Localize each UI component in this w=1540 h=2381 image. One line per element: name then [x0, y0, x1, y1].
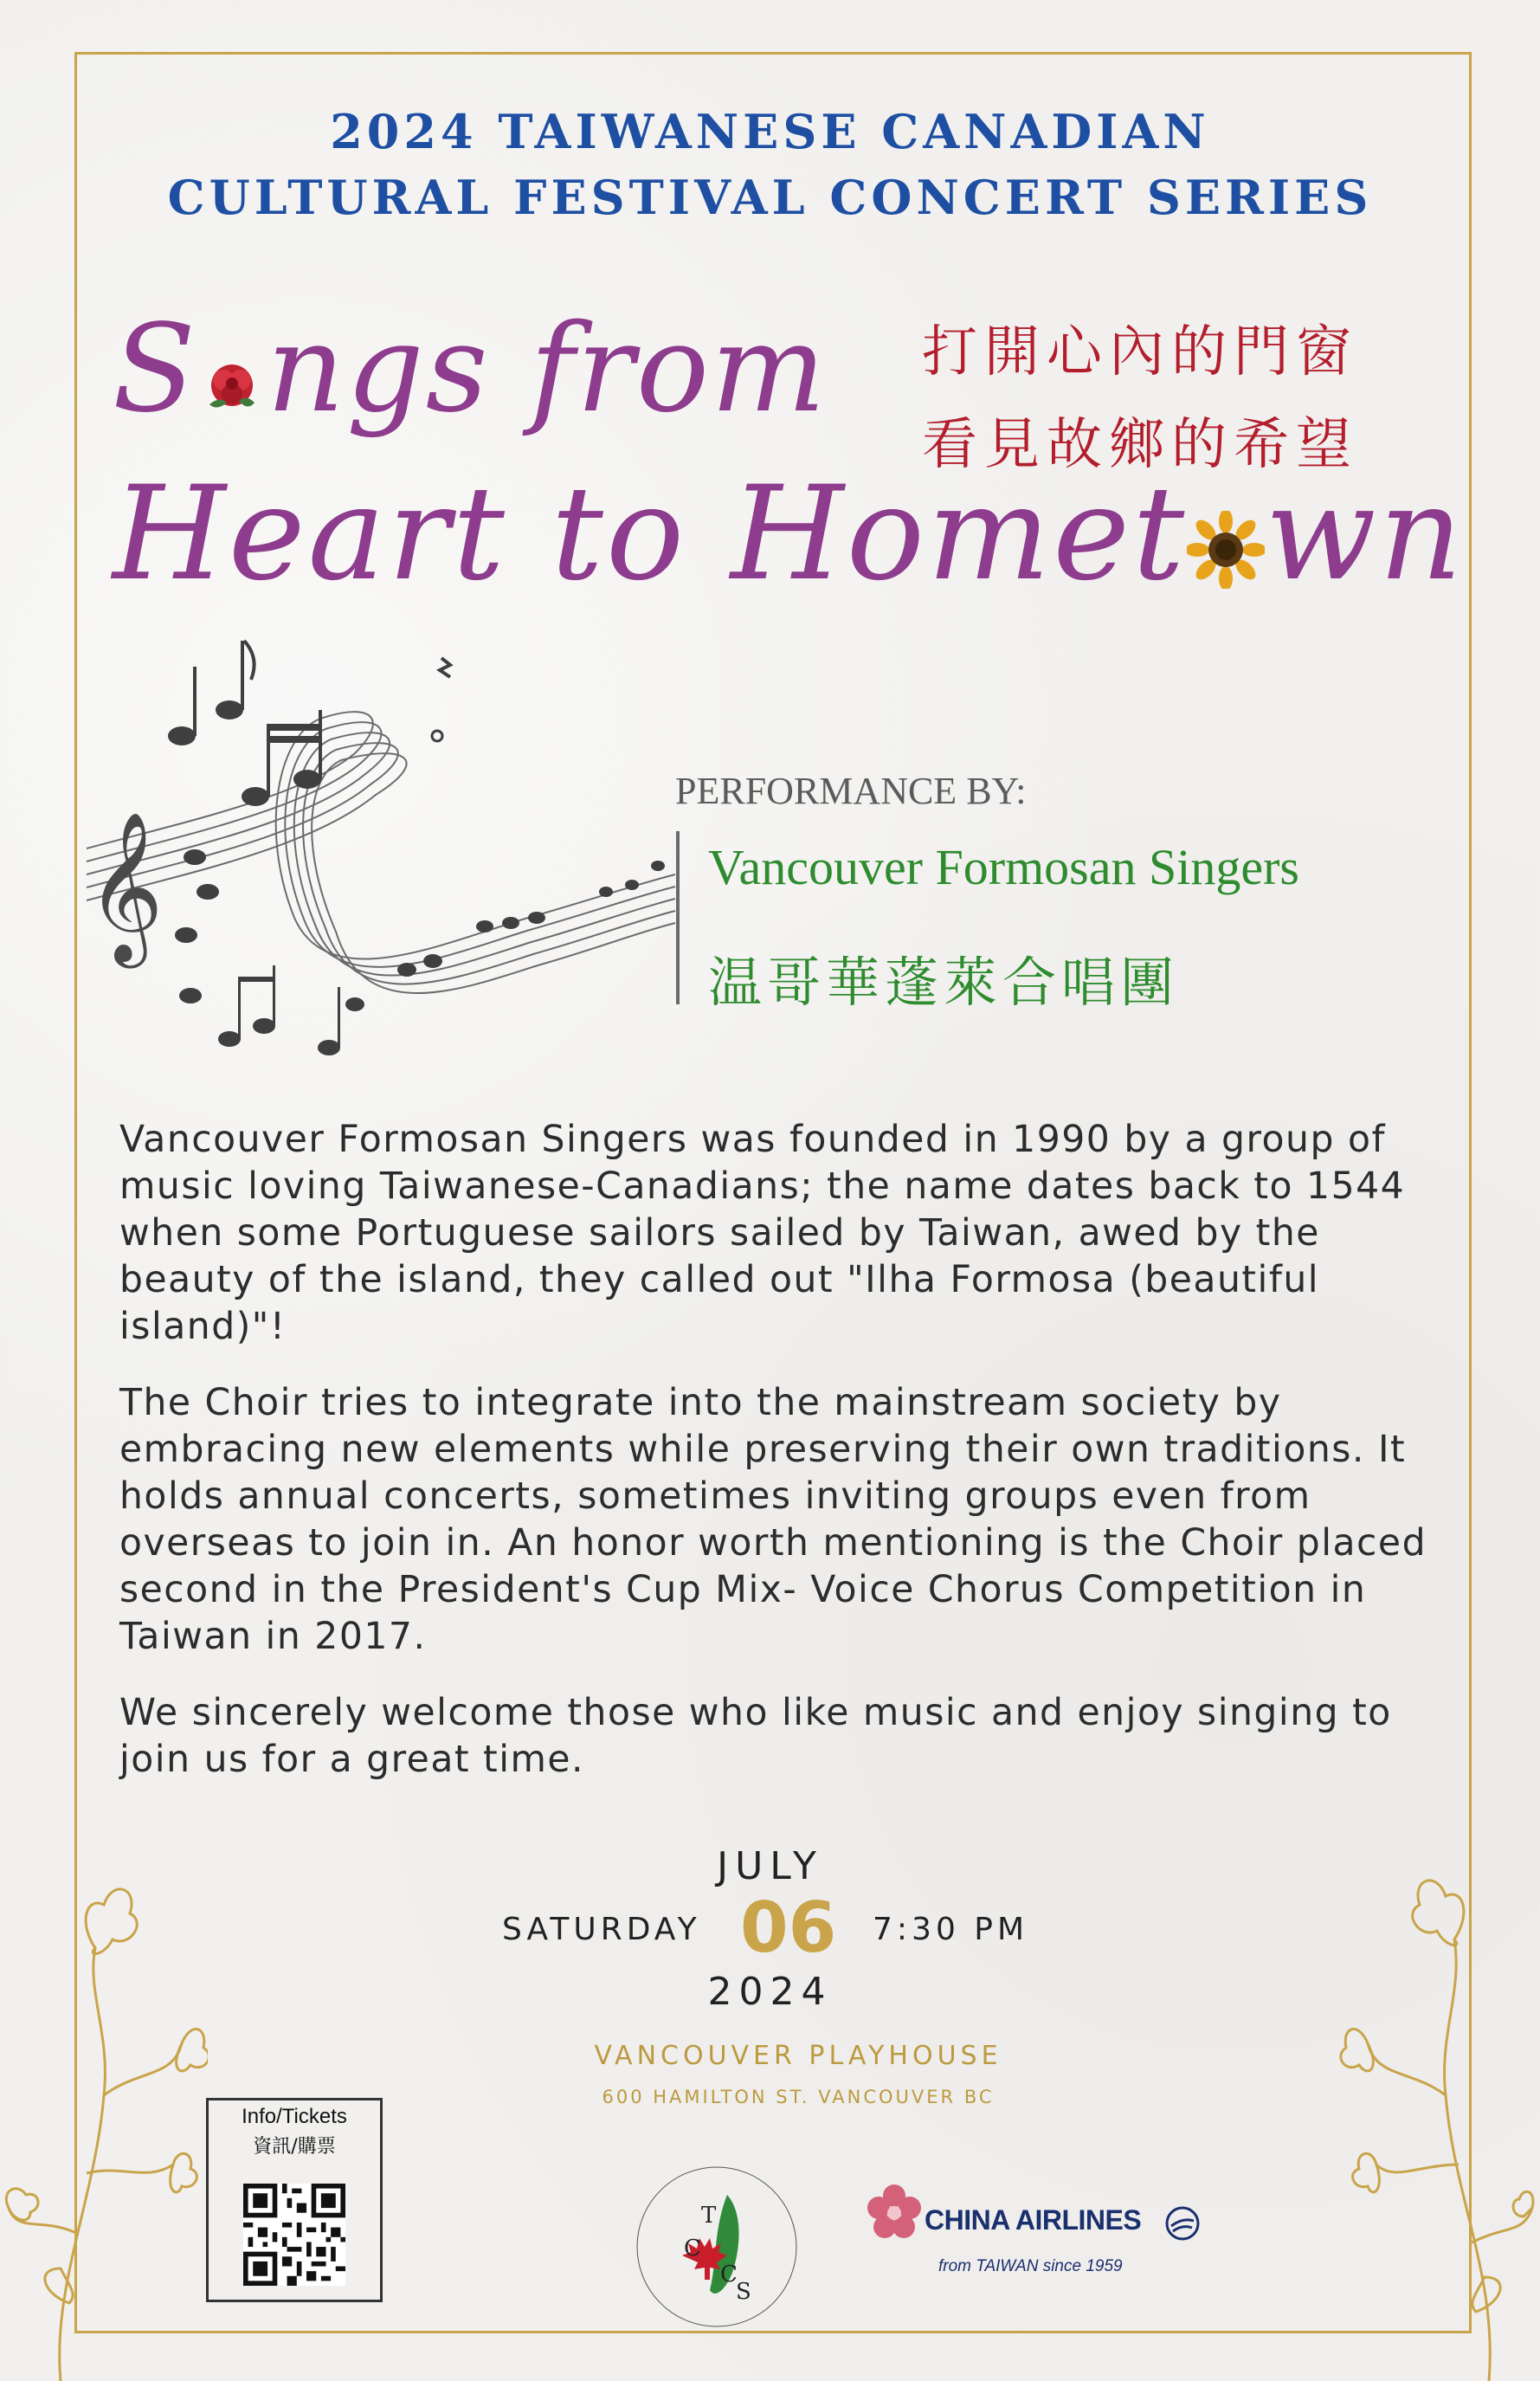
qr-code-icon[interactable]	[243, 2184, 345, 2286]
description-paragraph-2: The Choir tries to integrate into the mainstream society by embracing new elements while preserving their own traditions. It holds annual concerts, sometimes inviting groups even from overseas to join in. An honor worth mentioning is the Choir placed second in the President's Cup Mix- Voice Chorus Competition in Taiwan in 2017.	[119, 1382, 1427, 1658]
event-time: 7:30 PM	[873, 1912, 1029, 1947]
tccs-letter-c1: C	[684, 2236, 701, 2262]
event-venue: VANCOUVER PLAYHOUSE	[594, 2041, 1002, 2071]
description-paragraph-1: Vancouver Formosan Singers was founded in 1990 by a group of music loving Taiwanese-Canadians; the name dates back to 1544 when some Portuguese sailors sailed by Taiwan, awed by the beauty of the island, they called out "Ilha Formosa (beautiful island)"!	[119, 1119, 1406, 1348]
event-day-number: 06	[740, 1887, 837, 1968]
title-line2-main: Heart to Homet	[113, 459, 1188, 610]
event-year: 2024	[707, 1970, 833, 2014]
concert-title-line1	[113, 299, 828, 449]
title-line2-end: wn	[1265, 459, 1466, 610]
event-month: JULY	[717, 1844, 823, 1888]
series-title-line1: 2024 TAIWANESE CANADIAN	[330, 104, 1210, 159]
series-title-line2: CULTURAL FESTIVAL CONCERT SERIES	[167, 170, 1373, 225]
skyteam-icon	[1163, 2204, 1202, 2243]
sunflower-icon	[1187, 469, 1265, 620]
chinese-tagline-line2: 看見故鄉的希望	[922, 413, 1358, 477]
description-paragraph-3: We sincerely welcome those who like music and enjoy singing to join us for a great time.	[119, 1692, 1392, 1781]
tickets-label-chinese: 資訊/購票	[253, 2136, 336, 2158]
event-address: 600 HAMILTON ST. VANCOUVER BC	[602, 2087, 995, 2107]
plum-blossom-icon	[866, 2184, 923, 2241]
tccs-logo-icon	[630, 2160, 803, 2333]
right-floral-decoration	[1273, 1870, 1540, 2381]
peony-flower-icon	[197, 308, 267, 449]
china-airlines-tagline: from TAIWAN since 1959	[938, 2257, 1123, 2275]
performer-name-chinese: 温哥華蓬萊合唱團	[708, 951, 1180, 1014]
tccs-letter-s: S	[736, 2279, 751, 2305]
music-staff-illustration	[78, 632, 684, 1100]
tccs-letter-c2: C	[720, 2262, 738, 2287]
frame-top-line	[74, 52, 1472, 55]
performer-name-english: Vancouver Formosan Singers	[708, 839, 1300, 895]
tickets-qr-panel[interactable]	[206, 2098, 383, 2302]
tccs-letter-t: T	[701, 2203, 717, 2229]
chinese-tagline-line1: 打開心內的門窗	[922, 320, 1358, 384]
left-floral-decoration	[0, 1870, 208, 2381]
event-weekday: SATURDAY	[502, 1912, 701, 1947]
concert-title-line2	[113, 459, 1465, 620]
svg-text:𝄞: 𝄞	[87, 811, 164, 962]
title-letter-s: S	[113, 299, 197, 440]
title-line1-rest: ngs from	[266, 299, 828, 440]
performance-label: PERFORMANCE BY:	[675, 770, 1027, 812]
tickets-label-english: Info/Tickets	[242, 2105, 347, 2128]
performance-divider	[676, 831, 680, 1004]
china-airlines-name: CHINA AIRLINES	[925, 2204, 1142, 2236]
